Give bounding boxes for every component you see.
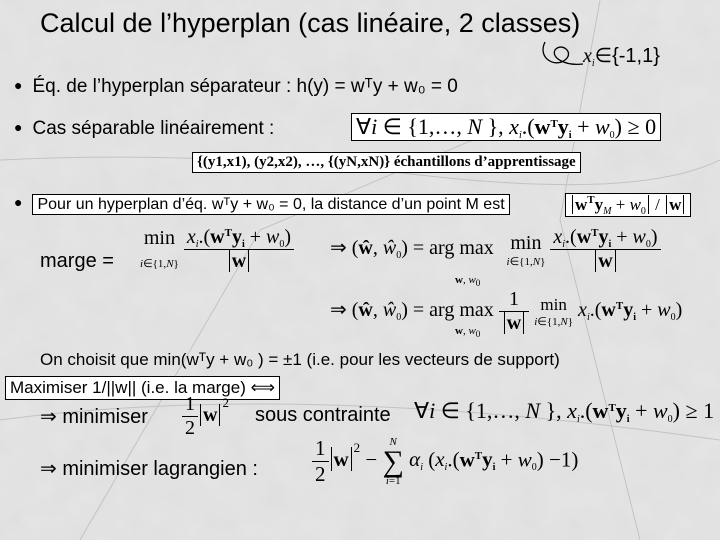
bullet-separable — [14, 118, 274, 140]
bullet-dot: ● — [14, 119, 23, 135]
separability-formula: ∀i ∈ {1,…, N }, $xi.(w^Tyi + w0) \ge 0$ — [351, 113, 661, 141]
bullet-dot: ● — [14, 77, 23, 93]
distance-formula: $w^Ty_M + w_0 / w$ — [565, 193, 691, 217]
lagrangien-formula: $\frac{1}{2}$ w $^2$ − N ∑ i=1 αi $(xi.(w^Tyi + w0) -1)$ — [312, 436, 578, 487]
bullet-2-text: Cas séparable linéairement : — [32, 118, 275, 139]
bullet-1-text: Éq. de l’hyperplan séparateur : h(y) = wᵀy + w₀ = 0 — [32, 76, 458, 97]
marge-formula: min i∈{1,N} $\frac{x_i.(w^Ty_i + w_0)}{w}$ — [140, 226, 294, 273]
argmax-subscript-2: w, $w_0$ — [455, 325, 481, 340]
bullet-hyperplane-equation — [14, 76, 458, 98]
training-set-box: {(y1,x1), (y2,x2), …, {(yN,xN)} échantillons d’apprentissage — [192, 152, 581, 173]
constraint-formula: ∀i ∈ {1,…, N }, $xi.(w^Tyi + w0) \ge 1$ — [414, 398, 715, 425]
bullet-3-text: Pour un hyperplan d’éq. wᵀy + w₀ = 0, la distance d’un point M est — [32, 194, 509, 215]
lagrangien-label: ⇒ minimiser lagrangien : — [40, 458, 258, 480]
sous-contrainte-label: sous contrainte — [255, 404, 391, 426]
marge-label: marge = — [40, 250, 114, 272]
argmax-subscript-1: w, $w_0$ — [455, 274, 481, 289]
half-norm-formula: $\frac{1}{2}$ $w^2$ — [182, 393, 229, 440]
on-choisit-text: On choisit que min(wᵀy + w₀ ) = ±1 (i.e. pour les vecteurs de support) — [40, 350, 560, 369]
minimiser-label: ⇒ minimiser — [40, 406, 148, 428]
xi-set: {-1,1} — [612, 45, 660, 67]
argmax-formula-2: ⇒ (ŵ, $ŵ_0$) = arg max $\frac{1}{w}$ min i∈{1,N} $x_i.(w^Ty_i + w_0)$ — [330, 288, 683, 334]
bullet-distance — [14, 196, 510, 214]
xi-label: $x_i\in\{-1,1\}$ — [583, 45, 660, 69]
bullet-dot: ● — [14, 194, 23, 210]
argmax-formula-1: ⇒ (ŵ, $ŵ_0$) = arg max min i∈{1,N} $\frac{x_i.(w^Ty_i + w_0)}{w}$ — [330, 226, 661, 273]
maximiser-box: Maximiser 1/||w|| (i.e. la marge) ⟺ — [5, 376, 280, 400]
slide-title: Calcul de l’hyperplan (cas linéaire, 2 classes) — [40, 8, 581, 38]
